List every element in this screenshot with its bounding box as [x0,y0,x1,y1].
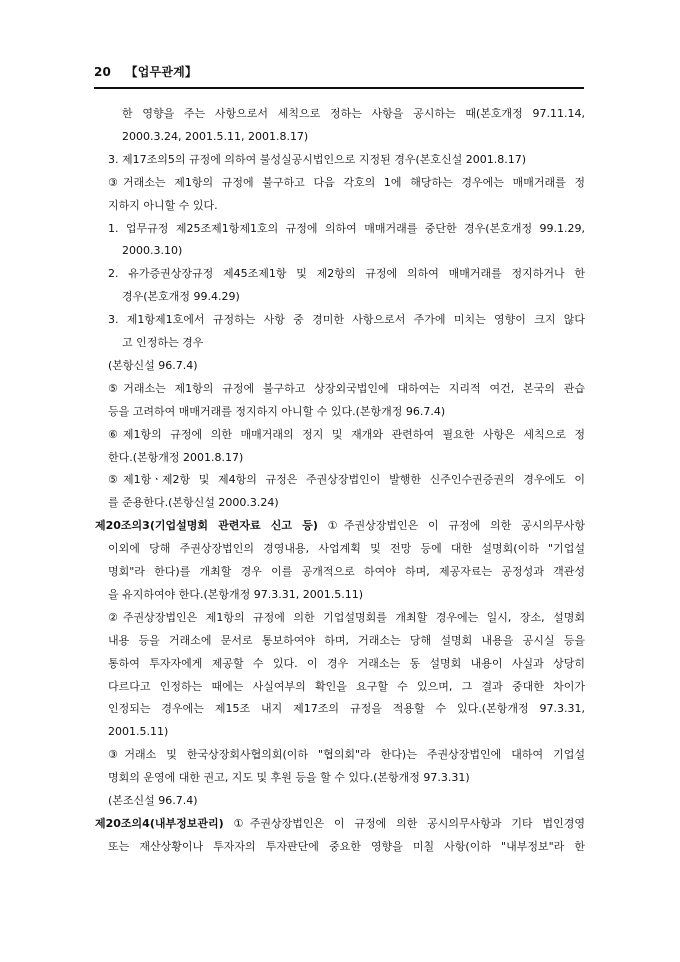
line-text: 한다.(본항개정 2001.8.17) [108,450,244,464]
text-line [122,103,585,126]
text-line [108,653,585,676]
text-line [108,263,585,286]
line-text: 내용 등을 거래소에 문서로 통보하여야 하며, 거래소는 당해 설명회 내용을 공시실 등을 [108,633,585,647]
line-text: 명회"라 한다)를 개최할 경우 이를 공개적으로 하여야 하며, 제공자료는 공정성과 객관성 [108,565,585,578]
text-line [108,767,470,790]
line-text: 1. 업무규정 제25조제1항제1호의 규정에 의하여 매매거래를 중단한 경우(본호개정 99.1.29, [108,221,585,235]
line-text: 3. 제1항제1호에서 규정하는 사항 중 경미한 사항으로서 주가에 미치는 영향이 크지 않다 [108,313,585,327]
line-text: 지하지 아니할 수 있다. [108,198,218,212]
line-text: ①주권상장법인은 이 규정에 의한 공시의무사항과 기타 법인경영 [223,816,585,830]
line-text: 를 준용한다.(본항신설 2000.3.24) [108,496,279,510]
line-text: 인정되는 경우에는 제15조 내지 제17조의 규정을 적용할 수 있다.(본항개정 97.3.31, [108,702,585,716]
line-text: ②주권상장법인은 제1항의 규정에 의한 기업설명회를 개최할 경우에는 일시, 장소, 설명회 [108,610,585,624]
text-line [108,309,585,332]
line-text: 3. 제17조의5의 규정에 의하여 불성실공시법인으로 지정된 경우(본호신설 2001.8.17) [108,152,527,166]
line-text: 경우(본호개정 99.4.29) [122,290,240,304]
text-line [108,195,218,218]
line-text: 2000.3.10) [122,244,183,258]
line-text: ⑤거래소는 제1항의 규정에 불구하고 상장외국법인에 대하여는 지리적 여건, 본국의 관습 [108,381,585,395]
page-number: 20 [94,65,112,79]
article-heading: 제20조의3(기업설명회 관련자료 신고 등) [95,519,318,533]
line-text: ③거래소는 제1항의 규정에 불구하고 다음 각호의 1에 해당하는 경우에는 매매거래를 정 [108,175,585,189]
text-line [108,721,168,744]
line-text: 을 유지하여야 한다.(본항개정 97.3.31, 2001.5.11) [108,587,364,601]
text-line [95,813,585,836]
text-line [108,447,243,470]
text-line [108,424,585,447]
text-line [108,744,585,767]
text-line [122,286,240,309]
line-text: 한 영향을 주는 사항으로서 세칙으로 정하는 사항을 공시하는 때(본호개정 97.11.14, [122,107,585,120]
text-line [108,607,585,630]
text-line [108,469,585,492]
text-line [108,538,585,561]
running-header [94,63,197,80]
article-heading: 제20조의4(내부정보관리) [95,816,224,830]
line-text: 2000.3.24, 2001.5.11, 2001.8.17) [122,129,309,143]
text-line [108,698,585,721]
line-text: 또는 재산상황이나 투자자의 투자판단에 중요한 영향을 미칠 사항(이하 "내부정보"라 한 [108,839,585,853]
line-text: 명회의 운영에 대한 권고, 지도 및 후원 등을 할 수 있다.(본항개정 97.3.31) [108,771,470,785]
line-text: ③거래소 및 한국상장회사협의회(이하 "협의회"라 한다)는 주권상장법인에 대하여 기업설 [108,748,585,762]
text-line [108,836,585,859]
line-text: 등을 고려하여 매매거래를 정지하지 아니할 수 있다.(본항개정 96.7.4) [108,404,446,418]
line-text: 통하여 투자자에게 제공할 수 있다. 이 경우 거래소는 동 설명회 내용이 사실과 상당히 [108,656,585,670]
line-text: 다르다고 인정하는 때에는 사실여부의 확인을 요구할 수 있으며, 그 결과 중대한 차이가 [108,679,585,693]
text-line [108,218,585,241]
text-line [108,401,445,424]
text-line [108,149,526,172]
text-line [108,355,198,378]
line-text: ①주권상장법인은 이 규정에 의한 공시의무사항 [317,519,585,533]
line-text: 2001.5.11) [108,725,169,739]
line-text: 이외에 당해 주권상장법인의 경영내용, 사업계획 및 전망 등에 대한 설명회(이하 "기업설 [108,542,585,556]
text-line [122,332,203,355]
line-text: (본조신설 96.7.4) [108,794,198,807]
line-text: ⑥제1항의 규정에 의한 매매거래의 정지 및 재개와 관련하여 필요한 사항은 세칙으로 정 [108,427,585,441]
line-text: (본항신설 96.7.4) [108,358,198,372]
text-line [108,584,363,607]
text-line [108,676,585,699]
section-title: 【업무관계】 [125,65,198,79]
text-line [108,630,585,653]
text-line [108,172,585,195]
text-line [108,561,585,584]
text-line [108,492,279,515]
text-line [95,515,585,538]
header-divider [94,87,584,89]
line-text: 고 인정하는 경우 [122,336,204,349]
text-line [122,240,182,263]
line-text: 2. 유가증권상장규정 제45조제1항 및 제2항의 규정에 의하여 매매거래를 정지하거나 한 [108,267,585,281]
text-line [108,378,585,401]
text-line [108,790,198,813]
line-text: ⑤제1항ㆍ제2항 및 제4항의 규정은 주권상장법인이 발행한 신주인수권증권의 경우에도 이 [108,473,585,487]
text-line [122,126,308,149]
